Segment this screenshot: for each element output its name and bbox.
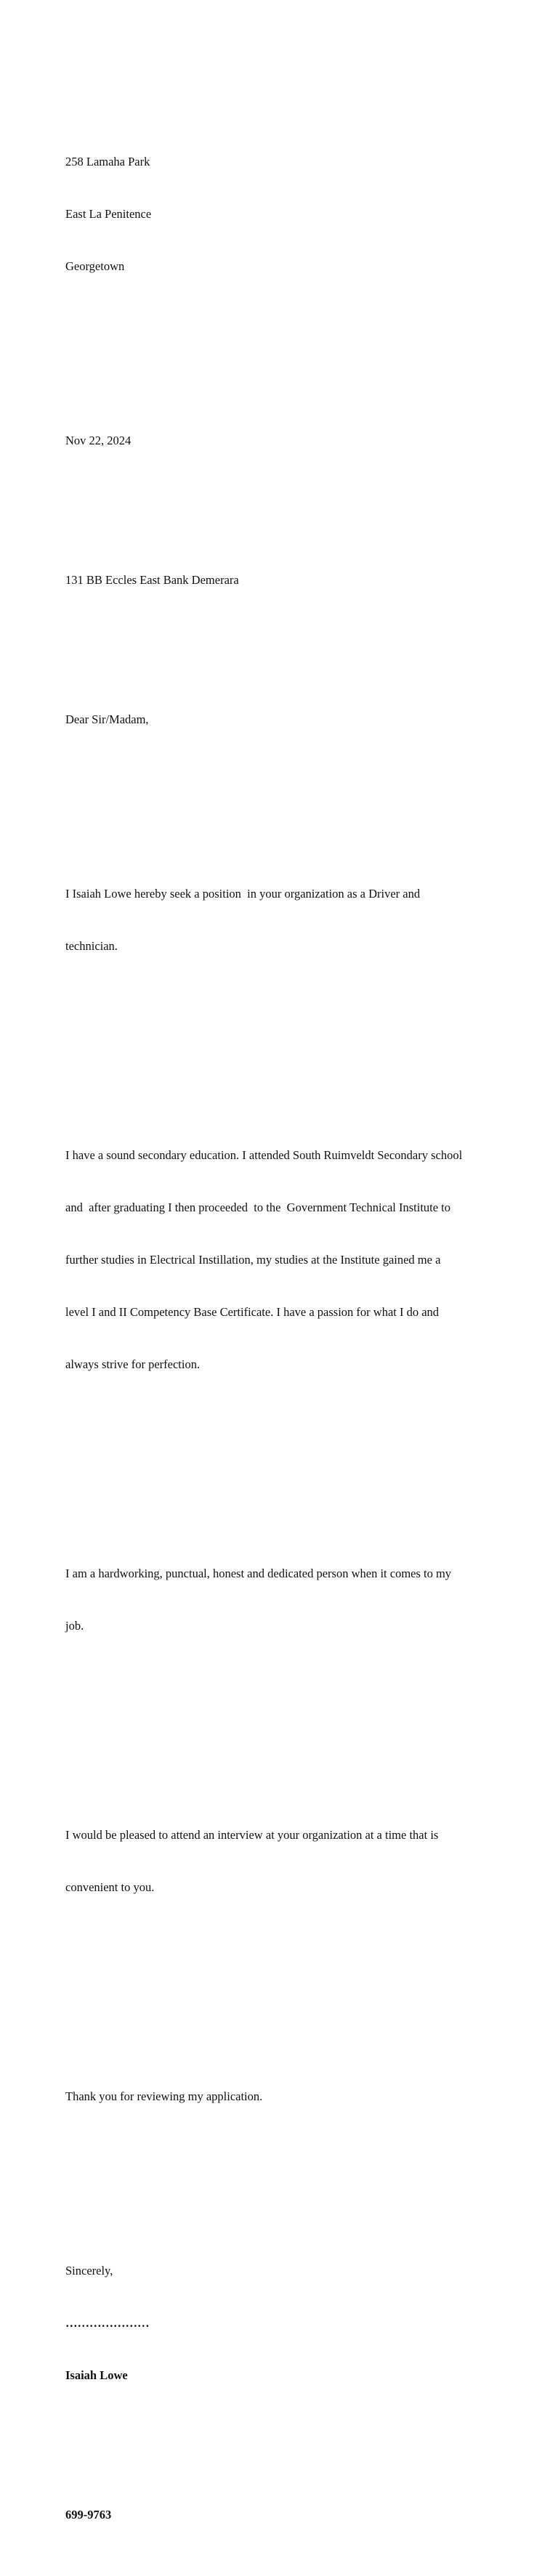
spacer bbox=[65, 1042, 501, 1060]
spacer bbox=[65, 362, 501, 380]
paragraph-line: convenient to you. bbox=[65, 1880, 155, 1894]
paragraph-line: further studies in Electrical Instillation, my studies at the Institute gained me a bbox=[65, 1253, 441, 1267]
paragraph-line: always strive for perfection. bbox=[65, 1357, 201, 1371]
spacer bbox=[65, 641, 501, 659]
spacer bbox=[65, 1460, 501, 1478]
paragraph-3 bbox=[65, 1530, 501, 1670]
letter-date: Nov 22, 2024 bbox=[65, 434, 132, 447]
paragraph-line: job. bbox=[65, 1619, 84, 1633]
paragraph-line: I have a sound secondary education. I attended South Ruimveldt Secondary school bbox=[65, 1148, 463, 1162]
letter-body bbox=[65, 66, 501, 2576]
spacer bbox=[65, 1722, 501, 1739]
paragraph-line: and after graduating I then proceeded to the Government Technical Institute to bbox=[65, 1200, 451, 1214]
signature-line: ………………… bbox=[65, 2316, 150, 2330]
paragraph-line: Thank you for reviewing my application. bbox=[65, 2089, 263, 2103]
spacer bbox=[65, 2193, 501, 2210]
spacer bbox=[65, 502, 501, 519]
paragraph-4 bbox=[65, 1792, 501, 1931]
paragraph-5 bbox=[65, 2053, 501, 2140]
phone-number: 699-9763 bbox=[65, 2508, 112, 2522]
sender-address-line-2: East La Penitence bbox=[65, 207, 152, 221]
closing: Sincerely, bbox=[65, 2264, 113, 2278]
paragraph-line: technician. bbox=[65, 939, 118, 953]
spacer bbox=[65, 1983, 501, 2001]
paragraph-line: level I and II Competency Base Certificate. I have a passion for what I do and bbox=[65, 1305, 440, 1319]
sender-address-line-3: Georgetown bbox=[65, 259, 125, 273]
paragraph-line: I Isaiah Lowe hereby seek a position in your organization as a Driver and bbox=[65, 887, 421, 901]
spacer bbox=[65, 2437, 501, 2454]
paragraph-1 bbox=[65, 850, 501, 990]
sender-address-line-1: 258 Lamaha Park bbox=[65, 155, 150, 168]
paragraph-line: I would be pleased to attend an interview at your organization at a time that is bbox=[65, 1828, 439, 1842]
recipient-address: 131 BB Eccles East Bank Demerara bbox=[65, 573, 239, 587]
sender-address bbox=[65, 118, 501, 310]
paragraph-line: I am a hardworking, punctual, honest and dedicated person when it comes to my bbox=[65, 1567, 452, 1580]
paragraph-2 bbox=[65, 1112, 501, 1408]
signer-name: Isaiah Lowe bbox=[65, 2368, 128, 2382]
salutation: Dear Sir/Madam, bbox=[65, 712, 149, 726]
spacer bbox=[65, 781, 501, 798]
